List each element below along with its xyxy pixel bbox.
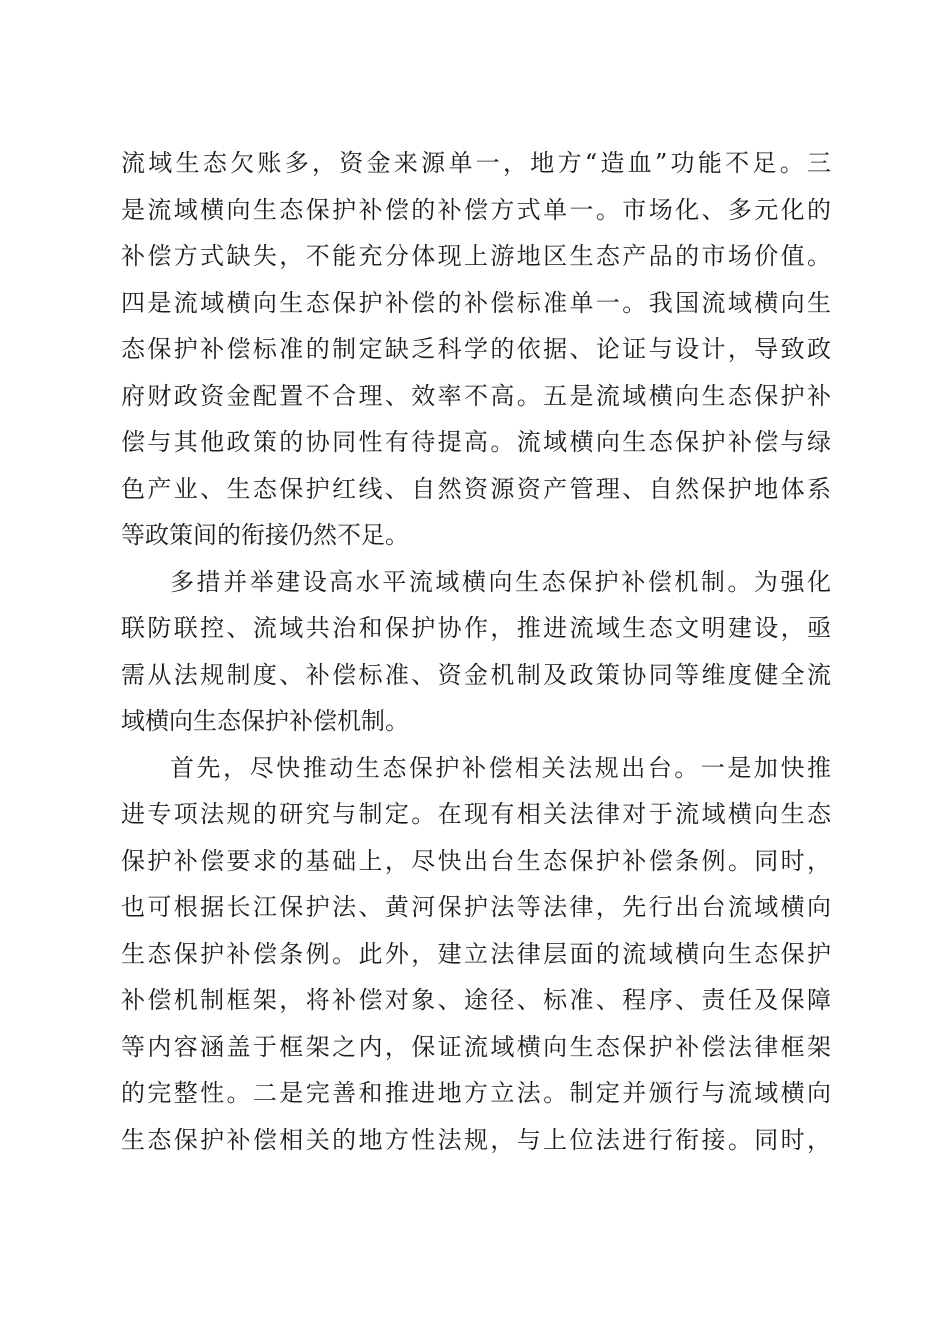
text-line: 府财政资金配置不合理、效率不高。五是流域横向生态保护补 bbox=[121, 381, 831, 410]
text-line: 首先，尽快推动生态保护补偿相关法规出台。一是加快推 bbox=[170, 753, 831, 782]
text-line: 的完整性。二是完善和推进地方立法。制定并颁行与流域横向 bbox=[121, 1079, 831, 1107]
text-line: 也可根据长江保护法、黄河保护法等法律，先行出台流域横向 bbox=[121, 893, 831, 921]
text-line: 进专项法规的研究与制定。在现有相关法律对于流域横向生态 bbox=[121, 800, 831, 828]
text-line: 态保护补偿标准的制定缺乏科学的依据、论证与设计，导致政 bbox=[121, 335, 831, 363]
document-body bbox=[121, 140, 831, 1163]
text-line: 需从法规制度、补偿标准、资金机制及政策协同等维度健全流 bbox=[121, 660, 831, 689]
text-line: 生态保护补偿相关的地方性法规，与上位法进行衔接。同时， bbox=[121, 1125, 831, 1154]
text-line: 偿与其他政策的协同性有待提高。流域横向生态保护补偿与绿 bbox=[121, 428, 831, 456]
text-line: 等内容涵盖于框架之内，保证流域横向生态保护补偿法律框架 bbox=[121, 1032, 831, 1061]
text-line: 多措并举建设高水平流域横向生态保护补偿机制。为强化 bbox=[170, 567, 831, 596]
text-line: 联防联控、流域共治和保护协作，推进流域生态文明建设，亟 bbox=[121, 614, 831, 642]
text-line: 色产业、生态保护红线、自然资源资产管理、自然保护地体系 bbox=[121, 474, 831, 503]
paragraph-measures bbox=[121, 559, 831, 745]
paragraph-legislation bbox=[121, 745, 831, 1164]
text-line: 等政策间的衔接仍然不足。 bbox=[121, 521, 409, 549]
text-line: 生态保护补偿条例。此外，建立法律层面的流域横向生态保护 bbox=[121, 939, 831, 968]
text-line: 域横向生态保护补偿机制。 bbox=[121, 707, 409, 735]
text-line: 补偿机制框架，将补偿对象、途径、标准、程序、责任及保障 bbox=[121, 986, 831, 1014]
text-line: 是流域横向生态保护补偿的补偿方式单一。市场化、多元化的 bbox=[121, 195, 831, 224]
paragraph-continuation bbox=[121, 140, 831, 559]
text-line: 流域生态欠账多，资金来源单一，地方“造血”功能不足。三 bbox=[121, 149, 831, 177]
text-line: 补偿方式缺失，不能充分体现上游地区生态产品的市场价值。 bbox=[121, 242, 831, 270]
text-line: 保护补偿要求的基础上，尽快出台生态保护补偿条例。同时， bbox=[121, 846, 831, 875]
text-line: 四是流域横向生态保护补偿的补偿标准单一。我国流域横向生 bbox=[121, 288, 831, 317]
